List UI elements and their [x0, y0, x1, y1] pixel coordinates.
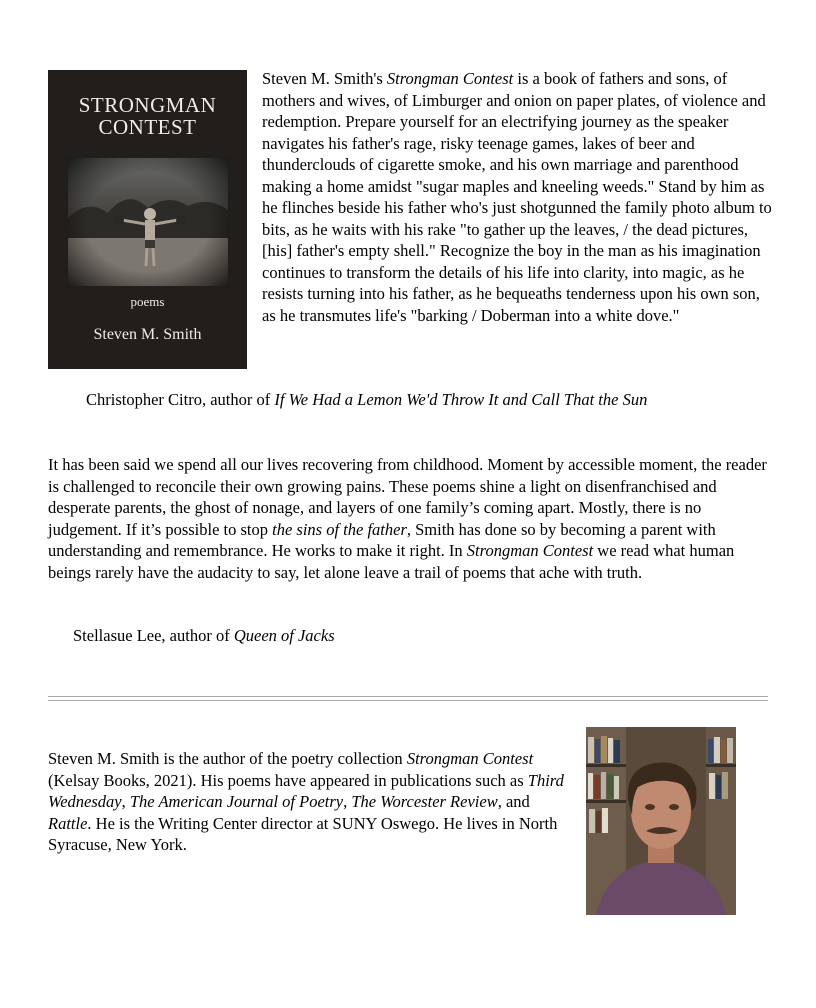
blurb2-italic2: Strongman Contest [466, 541, 594, 560]
blurb2-italic1: the sins of the father [272, 519, 407, 539]
cover-title [48, 94, 247, 138]
bio-pub3: The Worcester Review [351, 792, 498, 811]
cover-subtitle: poems [130, 294, 165, 309]
bio-part1: Steven M. Smith is the author of the poetry collection [48, 749, 407, 768]
blurb2-part2: , Smith has done so by becoming a parent with understanding and remembrance. He works to make it right. In [48, 519, 716, 560]
blurb1-text: is a book of fathers and sons, of mothers and wives, of Limburger and onion on paper plates, of violence and redemption. Prepare yourself for an electrifying journey as the speaker navigates his father's rage, risky teenage games, lakes of beer and thunderclouds of cigarette smoke, and his own marriage and parenthood making a home amidst "sugar maples and kneeling weeds." Stand by him as he flinches beside his father who's just shotgunned the family photo album to bits, as he waits with his rake "to gather up the leaves, / the dead pictures, [his] father's empty shell." Recognize the boy in the man as his imagination continues to transform the details of his life into clarity, into magic, as he resists turning into his father, as he bequeaths tenderness upon his own son, as he transmutes life's "barking / Doberman into a white dove." [262, 69, 772, 325]
cover-title-line1: STRONGMAN [78, 93, 217, 117]
cover-photo [68, 158, 228, 286]
credit2-prefix: Stellasue Lee, author of [73, 626, 234, 645]
credit-citro [86, 389, 786, 411]
cover-title-line2: CONTEST [98, 115, 197, 139]
section-divider [48, 696, 768, 701]
bio-sep3: , and [497, 792, 530, 811]
blurb2-part3: we read what human beings rarely have the audacity to say, let alone leave a trail of poems that ache with truth. [48, 541, 735, 582]
author-bio [48, 748, 568, 856]
author-photo [586, 727, 736, 915]
bio-book: Strongman Contest [406, 749, 534, 768]
blurb-citro [262, 68, 774, 326]
credit1-book: If We Had a Lemon We'd Throw It and Call That the Sun [274, 390, 648, 409]
book-cover [48, 70, 247, 369]
bio-part3: . He is the Writing Center director at SUNY Oswego. He lives in North Syracuse, New York. [48, 813, 558, 854]
bio-sep1: , [121, 792, 130, 811]
credit1-prefix: Christopher Citro, author of [86, 390, 275, 409]
blurb1-book-title: Strongman Contest [386, 69, 514, 88]
cover-author: Steven M. Smith [93, 326, 202, 343]
blurb-lee [48, 454, 768, 583]
bio-pub1: Third Wednesday [48, 770, 564, 811]
credit-lee [73, 625, 773, 647]
credit2-book: Queen of Jacks [233, 626, 335, 645]
bio-pub2: The American Journal of Poetry [129, 792, 344, 811]
blurb2-part1: It has been said we spend all our lives recovering from childhood. Moment by accessible moment, the reader is challenged to reconcile their own growing pains. These poems shine a light on disenfranchised and desperate parents, the ghost of nonage, and layers of one family’s coming apart. Mostly, there is no judgement. If it’s possible to stop [48, 455, 767, 539]
blurb1-author: Steven M. Smith's [262, 69, 387, 88]
bio-sep2: , [343, 792, 352, 811]
bio-pub4: Rattle [48, 813, 88, 833]
bio-part2: (Kelsay Books, 2021). His poems have appeared in publications such as [48, 770, 528, 790]
